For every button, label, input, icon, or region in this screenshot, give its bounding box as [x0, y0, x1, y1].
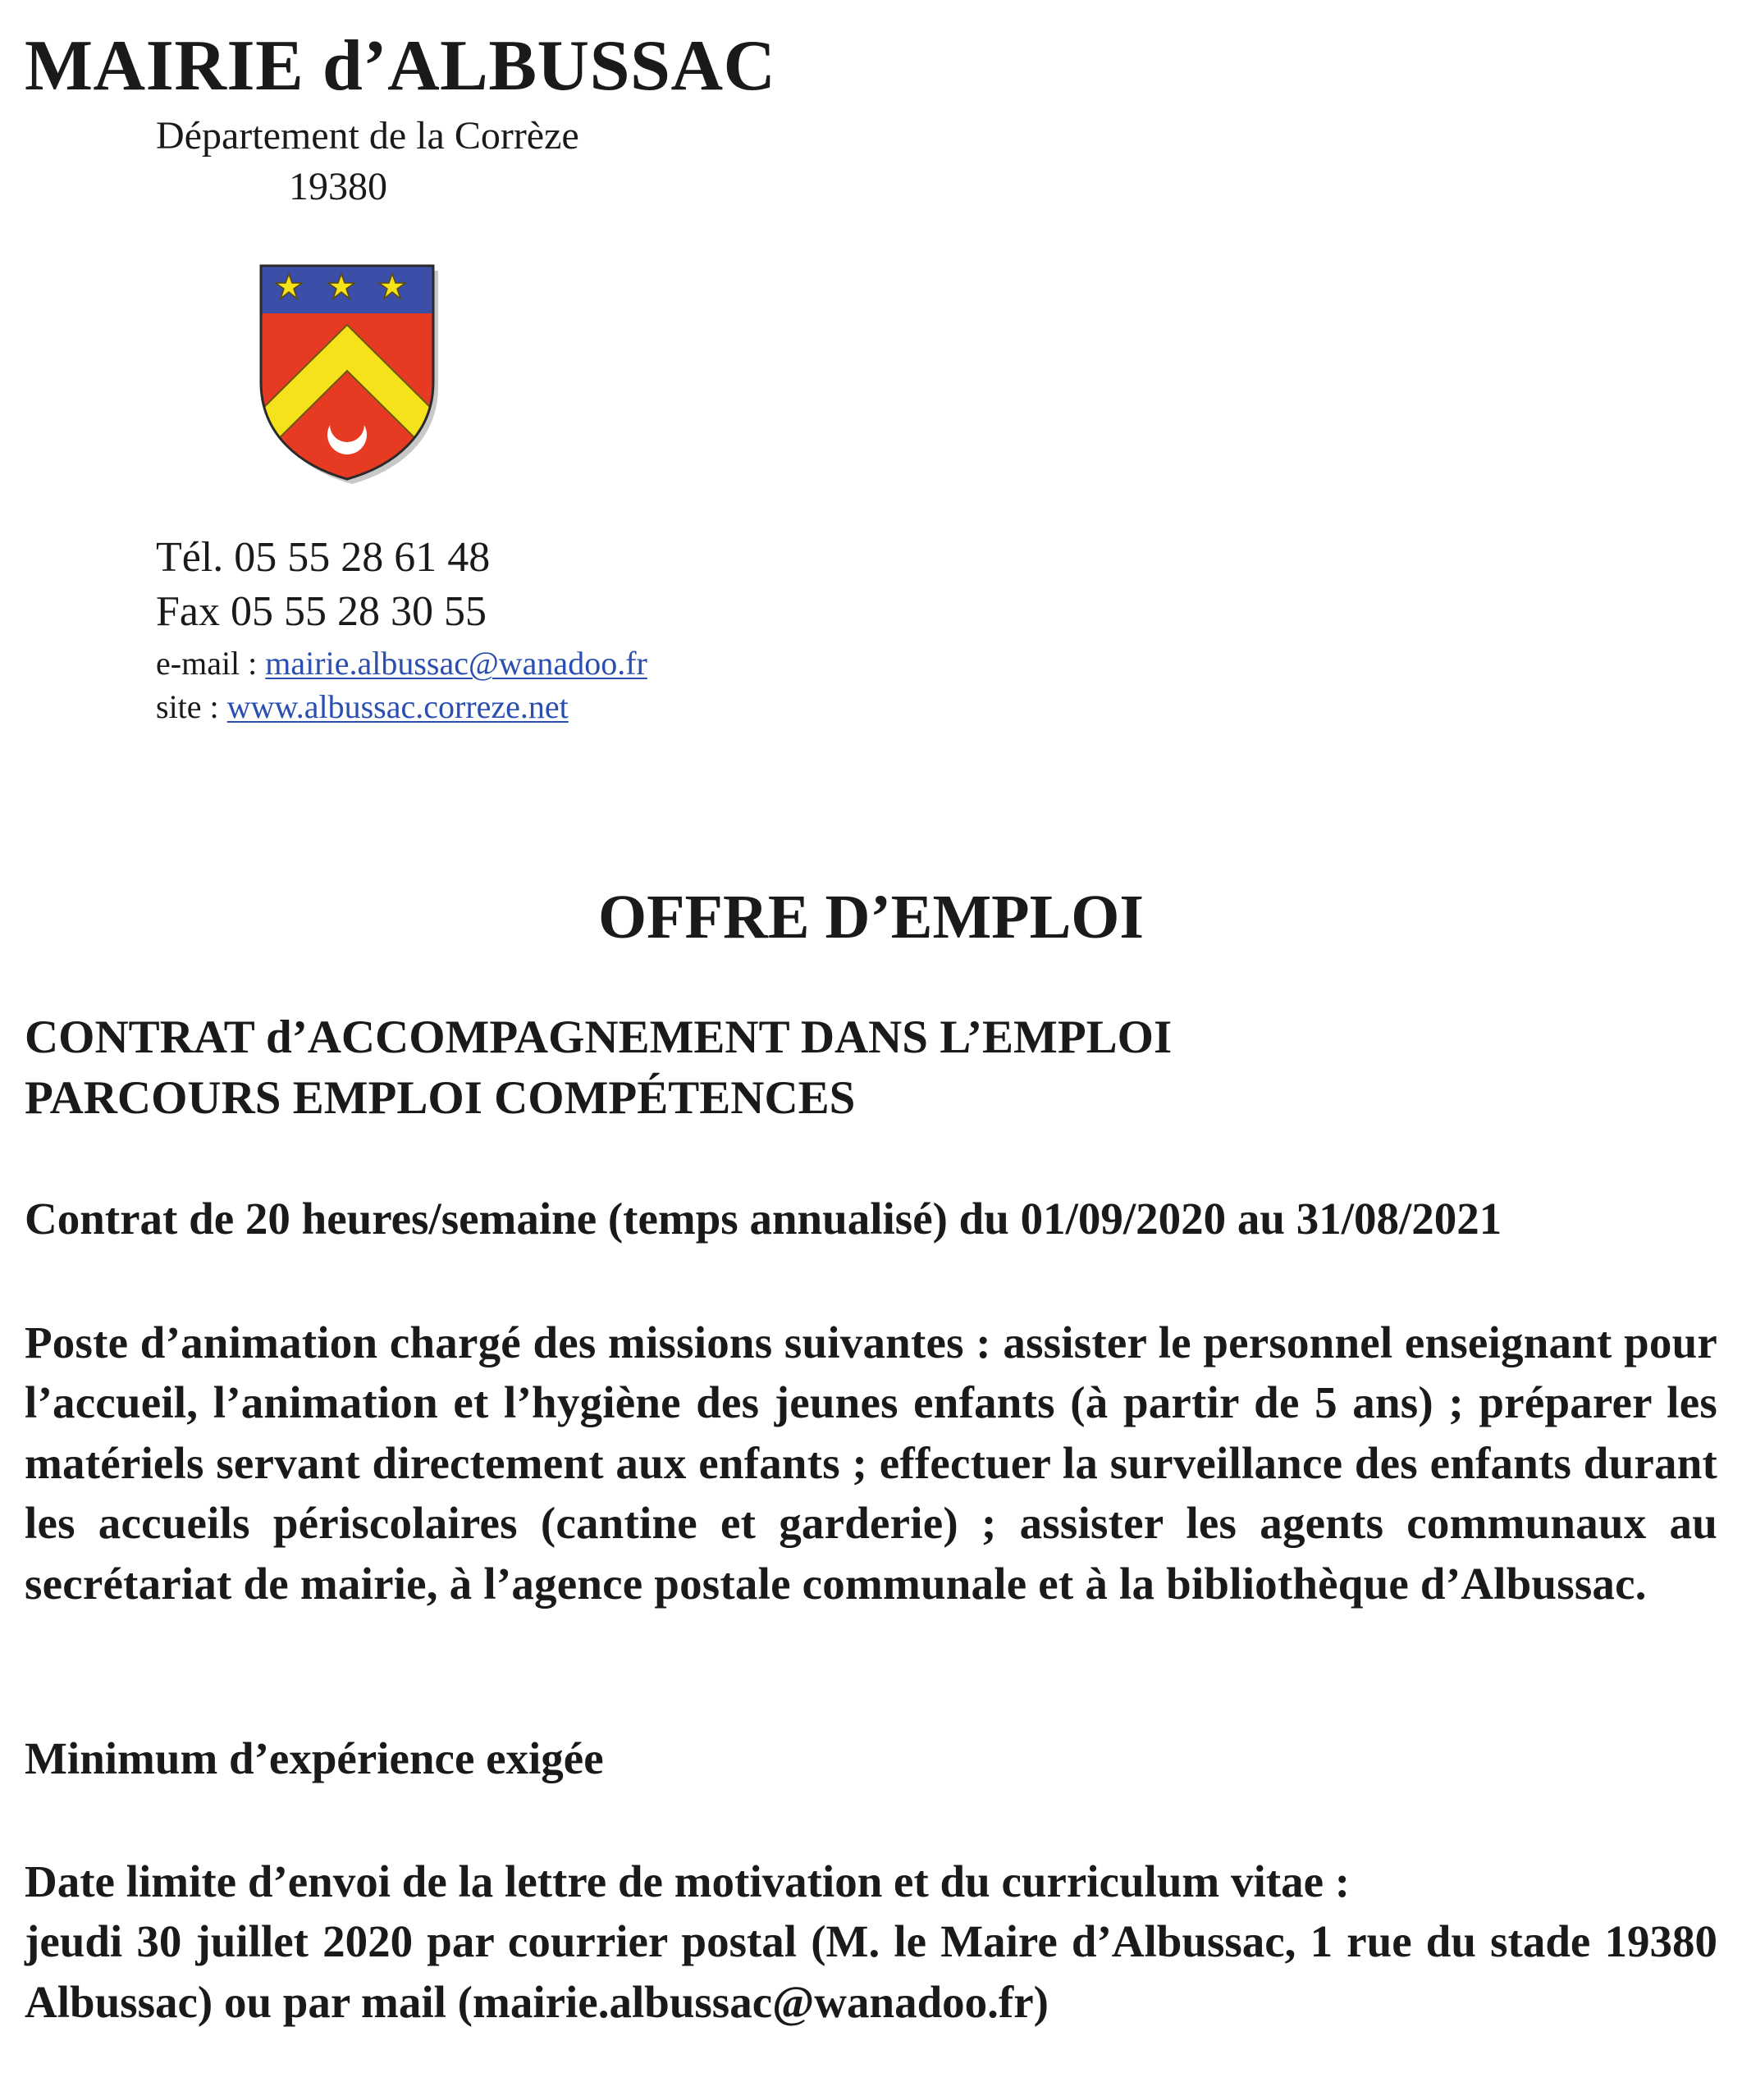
deadline-paragraph [25, 1851, 1717, 2032]
site-label: site : [156, 688, 227, 725]
coat-of-arms-logo [254, 261, 440, 484]
email-label: e-mail : [156, 645, 266, 682]
site-line [156, 687, 569, 726]
deadline-label: Date limite d’envoi de la lettre de motivation et du curriculum vitae : [25, 1856, 1351, 1906]
fax-text: Fax 05 55 28 30 55 [156, 588, 487, 635]
missions-paragraph: Poste d’animation chargé des missions suivantes : assister le personnel enseignant pour l’accueil, l’animation et l’hygiène des jeunes enfants (à partir de 5 ans) ; préparer les matériels servant directement aux enfants ; effectuer la surveillance des enfants durant les accueils périscolaires (cantine et garderie) ; assister les agents communaux au secrétariat de mairie, à l’agence postale communale et à la bibliothèque d’Albussac. [25, 1317, 1717, 1609]
site-link[interactable]: www.albussac.correze.net [226, 688, 569, 725]
departement-text: Département de la Corrèze [156, 114, 579, 158]
postcode-text: 19380 [289, 165, 387, 208]
email-link[interactable]: mairie.albussac@wanadoo.fr [265, 645, 647, 682]
mairie-title: MAIRIE d’ALBUSSAC [25, 26, 776, 106]
experience-requirement: Minimum d’expérience exigée [25, 1733, 604, 1783]
email-line [156, 644, 647, 682]
telephone-text: Tél. 05 55 28 61 48 [156, 534, 491, 581]
offer-title: OFFRE D’EMPLOI [598, 883, 1144, 952]
deadline-details: jeudi 30 juillet 2020 par courrier postal (M. le Maire d’Albussac, 1 rue du stade 19380 Albussac) ou par mail (mairie.albussac@wanadoo.fr) [25, 1916, 1717, 2027]
contract-type-line2: PARCOURS EMPLOI COMPÉTENCES [25, 1072, 856, 1124]
contract-type-line1: CONTRAT d’ACCOMPAGNEMENT DANS L’EMPLOI [25, 1011, 1173, 1063]
contract-hours: Contrat de 20 heures/semaine (temps annualisé) du 01/09/2020 au 31/08/2021 [25, 1194, 1502, 1244]
